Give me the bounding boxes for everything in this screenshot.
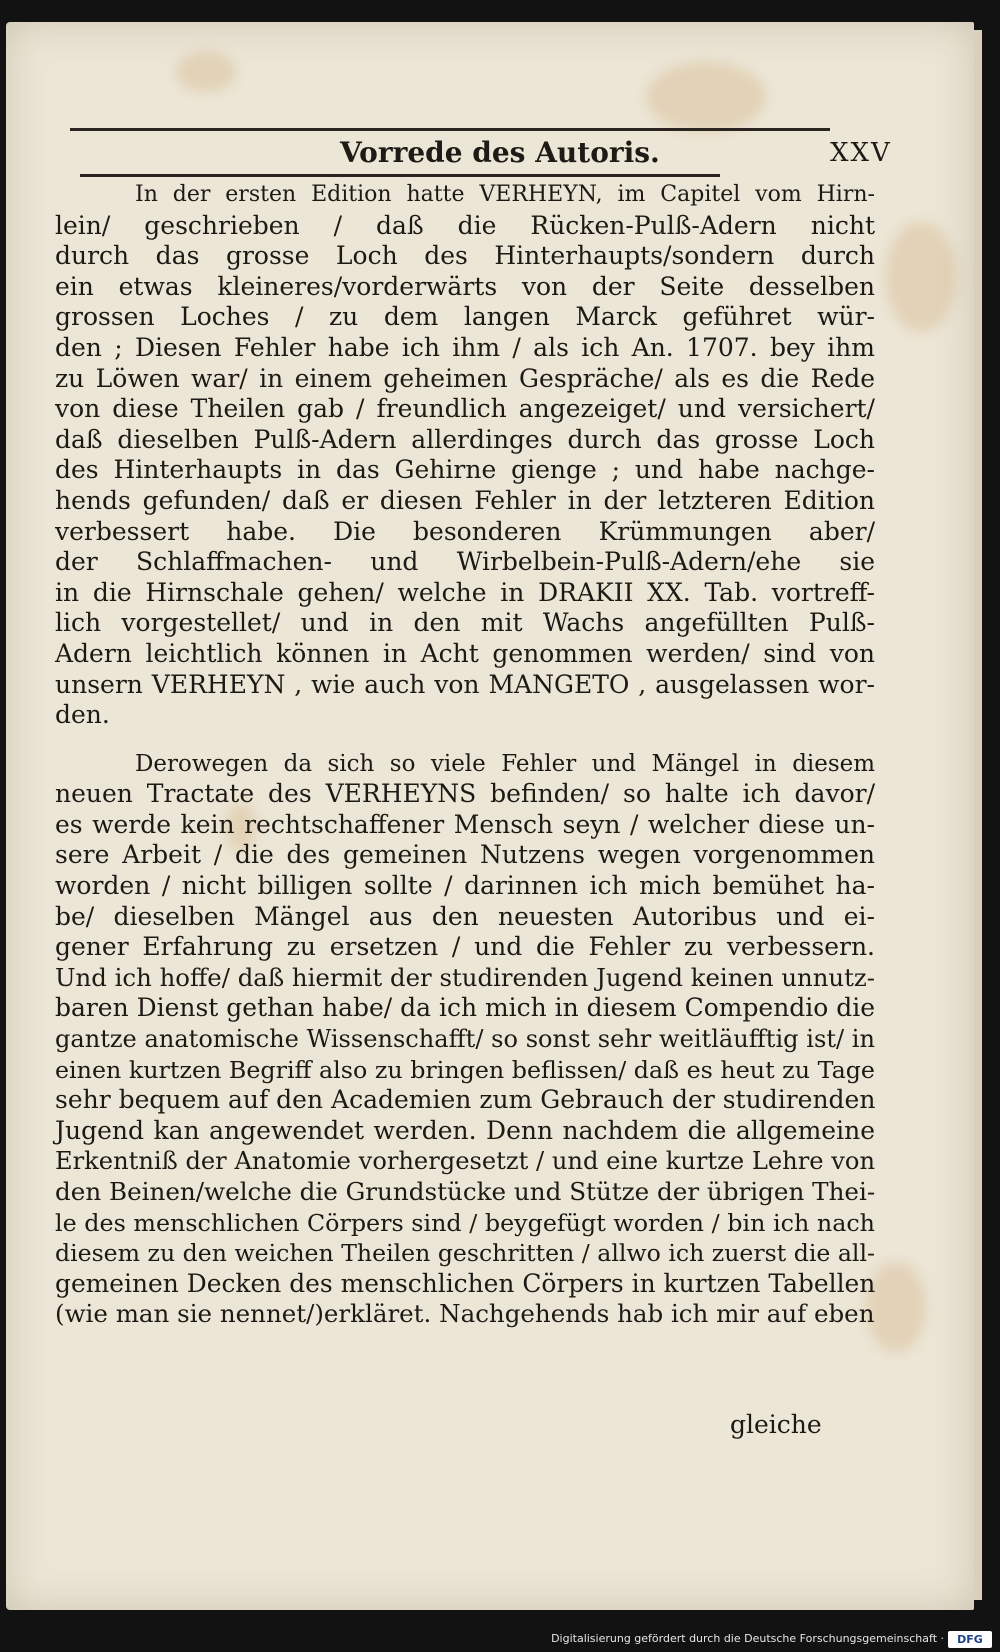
text-line: in die Hirnschale gehen/ welche in DRAKII XX. Tab. vortreff- [55,577,875,607]
paper-stain [886,222,956,332]
text-line: Und ich hoffe/ daß hiermit der studirenden Jugend keinen unnutz- [55,962,875,992]
dfg-logo: DFG [948,1631,992,1648]
text-line: lein/ geschrieben / daß die Rücken-Pulß-Adern nicht [55,210,875,240]
text-line: durch das grosse Loch des Hinterhaupts/sondern durch [55,241,875,271]
text-line: der Schlaffmachen- und Wirbelbein-Pulß-Adern/ehe sie [55,547,875,577]
text-line: ein etwas kleineres/vorderwärts von der Seite desselben [55,271,875,301]
text-line: den. [55,700,110,730]
running-title: Vorrede des Autoris. [340,136,660,169]
text-line: daß dieselben Pulß-Adern allerdinges durch das grosse Loch [55,424,875,454]
catchword: gleiche [730,1410,822,1439]
body-text [55,180,875,1330]
page-header [70,128,900,184]
text-line: einen kurtzen Begriff also zu bringen beflissen/ daß es heut zu Tage [55,1055,875,1084]
text-line: In der ersten Edition hatte VERHEYN, im Capitel vom Hirn- [135,182,875,207]
paper-stain [176,52,236,92]
text-line: zu Löwen war/ in einem geheimen Gespräche/ als es die Rede [55,363,875,393]
text-line: hends gefunden/ daß er diesen Fehler in der letzteren Edition [55,485,875,515]
text-line: des Hinterhaupts in das Gehirne gienge ; und habe nachge- [55,455,875,485]
text-line: Erkentniß der Anatomie vorhergesetzt / und eine kurtze Lehre von [55,1147,875,1176]
text-line: verbessert habe. Die besonderen Krümmungen aber/ [55,516,875,546]
text-line: be/ dieselben Mängel aus den neuesten Autoribus und ei- [55,901,875,931]
text-line: le des menschlichen Cörpers sind / beygefügt worden / bin ich nach [55,1208,875,1237]
text-line: den ; Diesen Fehler habe ich ihm / als ich An. 1707. bey ihm [55,332,875,362]
text-line: unsern VERHEYN , wie auch von MANGETO , ausgelassen wor- [55,669,875,699]
paragraph [55,180,875,731]
digitization-credit: Digitalisierung gefördert durch die Deutsche Forschungsgemeinschaft · [551,1632,944,1645]
text-line: von diese Theilen gab / freundlich angezeiget/ und versichert/ [55,394,875,424]
text-line: gantze anatomische Wissenschafft/ so sonst sehr weitläufftig ist/ in [55,1025,875,1054]
text-line: Jugend kan angewendet werden. Denn nachdem die allgemeine [55,1115,875,1145]
text-line: worden / nicht billigen sollte / darinnen ich mich bemühet ha- [55,871,875,901]
footer-bar [0,1628,1000,1652]
text-line: diesem zu den weichen Theilen geschritten / allwo ich zuerst die all- [55,1239,875,1268]
text-line: Adern leichtlich können in Acht genommen werden/ sind von [55,638,875,668]
text-line: lich vorgestellet/ und in den mit Wachs angefüllten Pulß- [55,608,875,638]
text-line: gener Erfahrung zu ersetzen / und die Fehler zu verbessern. [55,932,875,962]
text-line: sere Arbeit / die des gemeinen Nutzens wegen vorgenommen [55,840,875,870]
text-line: baren Dienst gethan habe/ da ich mich in diesem Compendio die [55,993,875,1023]
page-edge [974,30,982,1600]
text-line: (wie man sie nennet/)erkläret. Nachgehends hab ich mir auf eben [55,1299,875,1329]
text-line: grossen Loches / zu dem langen Marck geführet wür- [55,302,875,332]
text-line: gemeinen Decken des menschlichen Cörpers in kurtzen Tabellen [55,1268,876,1298]
header-rule [80,174,720,177]
text-line: den Beinen/welche die Grundstücke und Stütze der übrigen Thei- [55,1177,876,1206]
page-number: XXV [830,138,892,168]
paper-stain [646,62,766,132]
header-rule [70,128,830,131]
paragraph [55,749,875,1330]
text-line: Derowegen da sich so viele Fehler und Mängel in diesem [135,750,875,777]
text-line: sehr bequem auf den Academien zum Gebrauch der studirenden [55,1085,876,1115]
text-line: es werde kein rechtschaffener Mensch seyn / welcher diese un- [55,809,875,839]
text-line: neuen Tractate des VERHEYNS befinden/ so halte ich davor/ [55,779,875,809]
